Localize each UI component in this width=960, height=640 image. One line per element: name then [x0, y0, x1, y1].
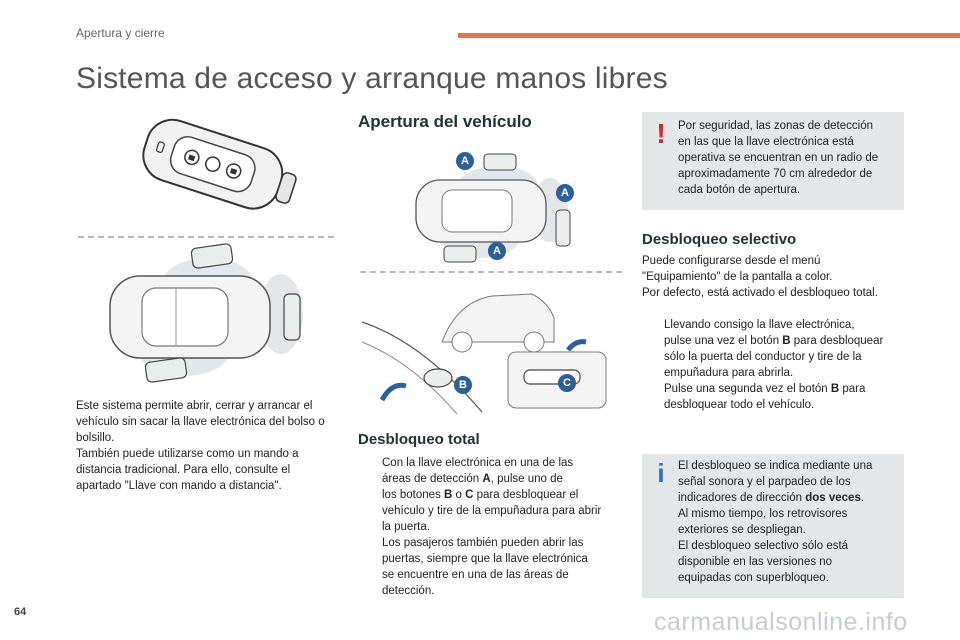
divider	[360, 271, 622, 273]
info-box	[642, 454, 904, 598]
section-label: Apertura y cierre	[76, 26, 165, 40]
text-line: indicadores de dirección dos veces.	[678, 492, 865, 504]
bullet-marker	[642, 317, 664, 381]
desbloqueo-selectivo-intro	[642, 253, 910, 301]
text-line: pulse una vez el botón B para desbloquear	[664, 335, 884, 347]
divider	[78, 236, 334, 238]
callout-a-1: A	[456, 152, 474, 170]
watermark: carmanualsonline.info	[654, 608, 908, 636]
text-line: Puede configurarse desde el menú	[642, 255, 821, 267]
accent-bar	[458, 33, 960, 38]
heading-desbloqueo-total: Desbloqueo total	[358, 431, 480, 448]
bullet-item	[642, 381, 912, 413]
callout-c: C	[558, 374, 576, 392]
bullet-item	[642, 317, 912, 381]
text-line: detección.	[382, 585, 435, 597]
text-line: Con la llave electrónica en una de las	[382, 457, 574, 469]
text-line: en las que la llave electrónica está	[678, 136, 854, 148]
text-line: sólo la puerta del conductor y tire de la	[664, 351, 862, 363]
text-line: Los pasajeros también pueden abrir las	[382, 537, 584, 549]
intro-text	[76, 398, 338, 494]
info-text	[678, 458, 900, 586]
text-line: la puerta.	[382, 521, 430, 533]
heading-desbloqueo-selectivo: Desbloqueo selectivo	[642, 231, 797, 248]
text-line: puertas, siempre que la llave electrónica	[382, 553, 588, 565]
car-top-view-illustration	[96, 242, 316, 387]
text-line: El desbloqueo se indica mediante una	[678, 460, 873, 472]
callout-a-2: A	[556, 184, 574, 202]
text-line: vehículo y tire de la empuñadura para abrir	[382, 505, 602, 517]
text-line: empuñadura para abrirla.	[664, 367, 794, 379]
door-handle-buttons-illustration	[362, 282, 620, 422]
warning-icon: !	[656, 118, 666, 149]
text-line: Pulse una segunda vez el botón B para	[664, 383, 866, 395]
page-title: Sistema de acceso y arranque manos libres	[76, 62, 668, 95]
bullet-marker	[642, 381, 664, 413]
callout-a-3: A	[488, 242, 506, 260]
detection-zones-illustration	[400, 150, 590, 268]
desbloqueo-total-text	[360, 455, 622, 599]
text-line: exteriores se despliegan.	[678, 524, 806, 536]
text-line: "Equipamiento" de la pantalla a color.	[642, 271, 833, 283]
bullet-marker	[360, 455, 382, 599]
text-line: Al mismo tiempo, los retrovisores	[678, 508, 848, 520]
text-line: El desbloqueo selectivo sólo está	[678, 540, 849, 552]
info-icon: i	[657, 458, 665, 488]
key-fob-illustration	[120, 112, 310, 222]
text-line: Por seguridad, las zonas de detección	[678, 120, 873, 132]
text-line: Llevando consigo la llave electrónica,	[664, 319, 855, 331]
text-line: equipadas con superbloqueo.	[678, 572, 829, 584]
desbloqueo-selectivo-bullets	[642, 317, 912, 413]
text-line: Por defecto, está activado el desbloqueo total.	[642, 287, 878, 299]
bullet-item	[360, 455, 622, 599]
text-line: señal sonora y el parpadeo de los	[678, 476, 851, 488]
page-number: 64	[14, 606, 27, 618]
warning-box	[642, 112, 904, 210]
text-line: áreas de detección A, pulse uno de	[382, 473, 563, 485]
text-line: los botones B o C para desbloquear el	[382, 489, 579, 501]
intro-paragraph-1: Este sistema permite abrir, cerrar y arrancar el vehículo sin sacar la llave electrónica del bolso o bolsillo.	[76, 400, 325, 444]
warning-text	[678, 118, 898, 198]
text-line: aproximadamente 70 cm alrededor de	[678, 168, 873, 180]
text-line: cada botón de apertura.	[678, 184, 801, 196]
text-line: se encuentre en una de las áreas de	[382, 569, 569, 581]
text-line: disponible en las versiones no	[678, 556, 833, 568]
text-line: desbloquear todo el vehículo.	[664, 399, 815, 411]
intro-paragraph-2: También puede utilizarse como un mando a distancia tradicional. Para ello, consulte el apartado "Llave con mando a distancia".	[76, 448, 299, 492]
callout-b: B	[454, 376, 472, 394]
heading-apertura: Apertura del vehículo	[358, 112, 532, 131]
text-line: operativa se encuentran en un radio de	[678, 152, 879, 164]
